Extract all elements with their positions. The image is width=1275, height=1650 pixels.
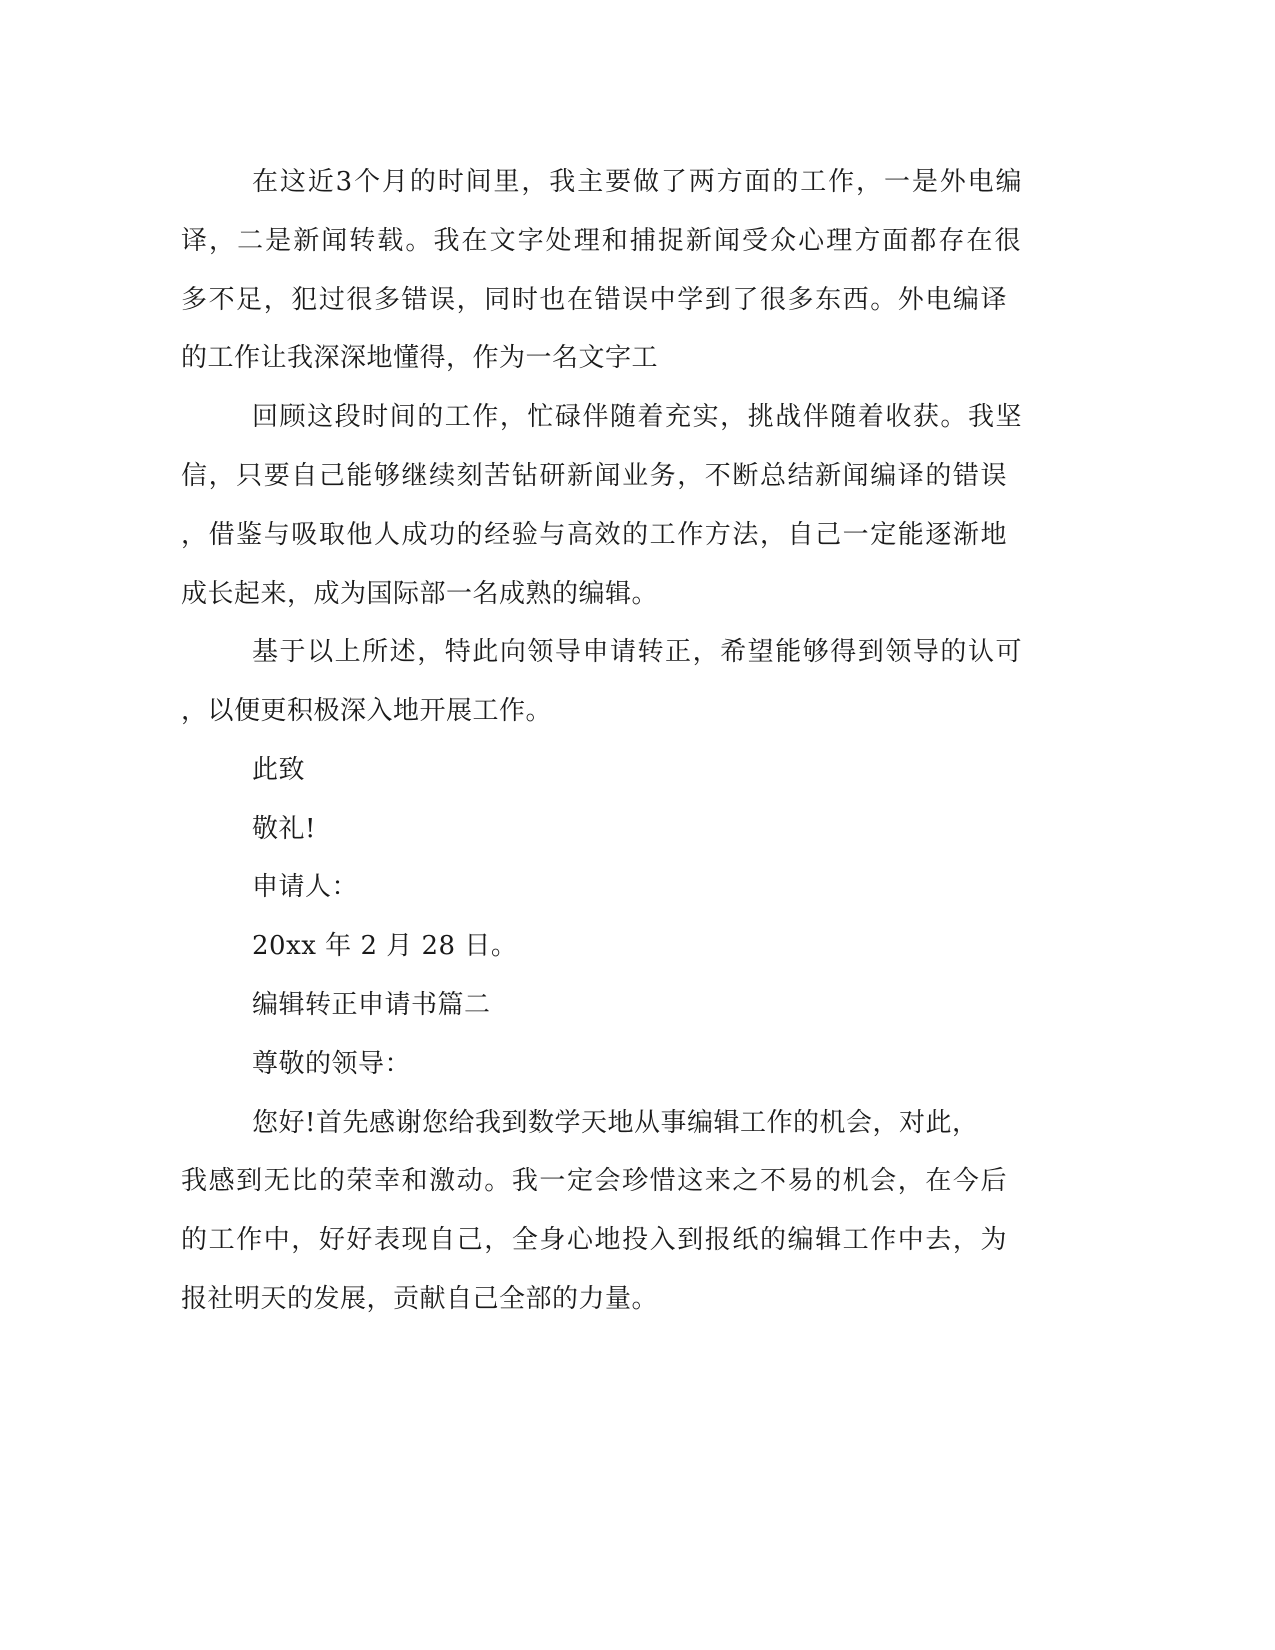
paragraph-line: 的工作中，好好表现自己，全身心地投入到报纸的编辑工作中去，为 (181, 1225, 1007, 1255)
paragraph-line: 在这近3个月的时间里，我主要做了两方面的工作，一是外电编 (252, 167, 1022, 197)
paragraph-line: ，借鉴与吸取他人成功的经验与高效的工作方法，自己一定能逐渐地 (181, 520, 1007, 550)
paragraph-line: 您好!首先感谢您给我到数学天地从事编辑工作的机会，对此， (252, 1108, 979, 1138)
date-line: 20xx 年 2 月 28 日。 (252, 931, 518, 961)
paragraph-line: 译，二是新闻转载。我在文字处理和捕捉新闻受众心理方面都存在很 (181, 226, 1021, 256)
paragraph-line: 我感到无比的荣幸和激动。我一定会珍惜这来之不易的机会，在今后 (181, 1166, 1007, 1196)
section-title: 编辑转正申请书篇二 (252, 990, 491, 1020)
salutation-line: 敬礼! (252, 814, 316, 844)
paragraph-line: 回顾这段时间的工作，忙碌伴随着充实，挑战伴随着收获。我坚 (252, 402, 1022, 432)
paragraph-line: 基于以上所述，特此向领导申请转正，希望能够得到领导的认可 (252, 637, 1022, 667)
paragraph-line: 成长起来，成为国际部一名成熟的编辑。 (181, 579, 659, 609)
closing-line: 此致 (252, 755, 306, 785)
paragraph-line: 的工作让我深深地懂得，作为一名文字工 (181, 343, 659, 373)
paragraph-line: 信，只要自己能够继续刻苦钻研新闻业务，不断总结新闻编译的错误 (181, 461, 1007, 491)
paragraph-line: ，以便更积极深入地开展工作。 (181, 696, 553, 726)
paragraph-line: 报社明天的发展，贡献自己全部的力量。 (181, 1284, 659, 1314)
greeting-line: 尊敬的领导： (252, 1049, 412, 1079)
applicant-line: 申请人： (252, 872, 359, 902)
paragraph-line: 多不足，犯过很多错误，同时也在错误中学到了很多东西。外电编译 (181, 285, 1007, 315)
